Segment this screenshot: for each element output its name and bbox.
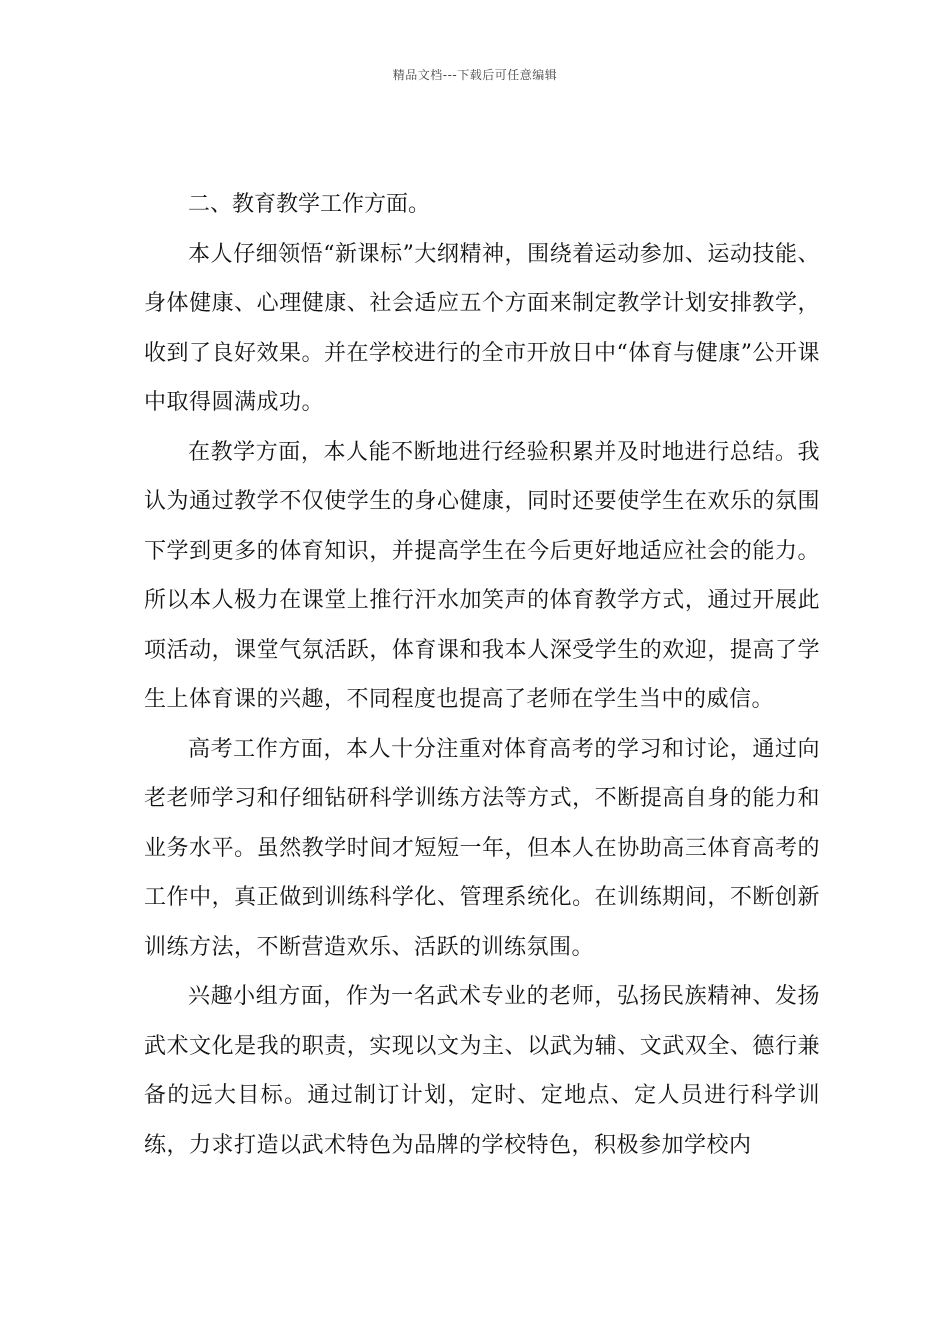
paragraph-new-curriculum: 本人仔细领悟“新课标”大纲精神，围绕着运动参加、运动技能、身体健康、心理健康、社会适应五个方面来制定教学计划安排教学，收到了良好效果。并在学校进行的全市开放日中“体育与健康”公开课中取得圆满成功。	[144, 241, 820, 415]
body-text	[144, 180, 820, 1170]
paragraph-college-exam: 高考工作方面，本人十分注重对体育高考的学习和讨论，通过向老老师学习和仔细钻研科学训练方法等方式，不断提高自身的能力和业务水平。虽然教学时间才短短一年，但本人在协助高三体育高考的工作中，真正做到训练科学化、管理系统化。在训练期间，不断创新训练方法，不断营造欢乐、活跃的训练氛围。	[144, 736, 820, 960]
section-heading: 二、教育教学工作方面。	[188, 192, 431, 217]
paragraph-interest-group: 兴趣小组方面，作为一名武术专业的老师，弘扬民族精神、发扬武术文化是我的职责，实现以文为主、以武为辅、文武双全、德行兼备的远大目标。通过制订计划，定时、定地点、定人员进行科学训练，力求打造以武术特色为品牌的学校特色，积极参加学校内	[144, 984, 820, 1158]
header-note: 精品文档---下载后可任意编辑	[392, 68, 558, 82]
paragraph-teaching: 在教学方面，本人能不断地进行经验积累并及时地进行总结。我认为通过教学不仅使学生的身心健康，同时还要使学生在欢乐的氛围下学到更多的体育知识，并提高学生在今后更好地适应社会的能力。所以本人极力在课堂上推行汗水加笑声的体育教学方式，通过开展此项活动，课堂气氛活跃，体育课和我本人深受学生的欢迎，提高了学生上体育课的兴趣，不同程度也提高了老师在学生当中的威信。	[144, 439, 820, 712]
